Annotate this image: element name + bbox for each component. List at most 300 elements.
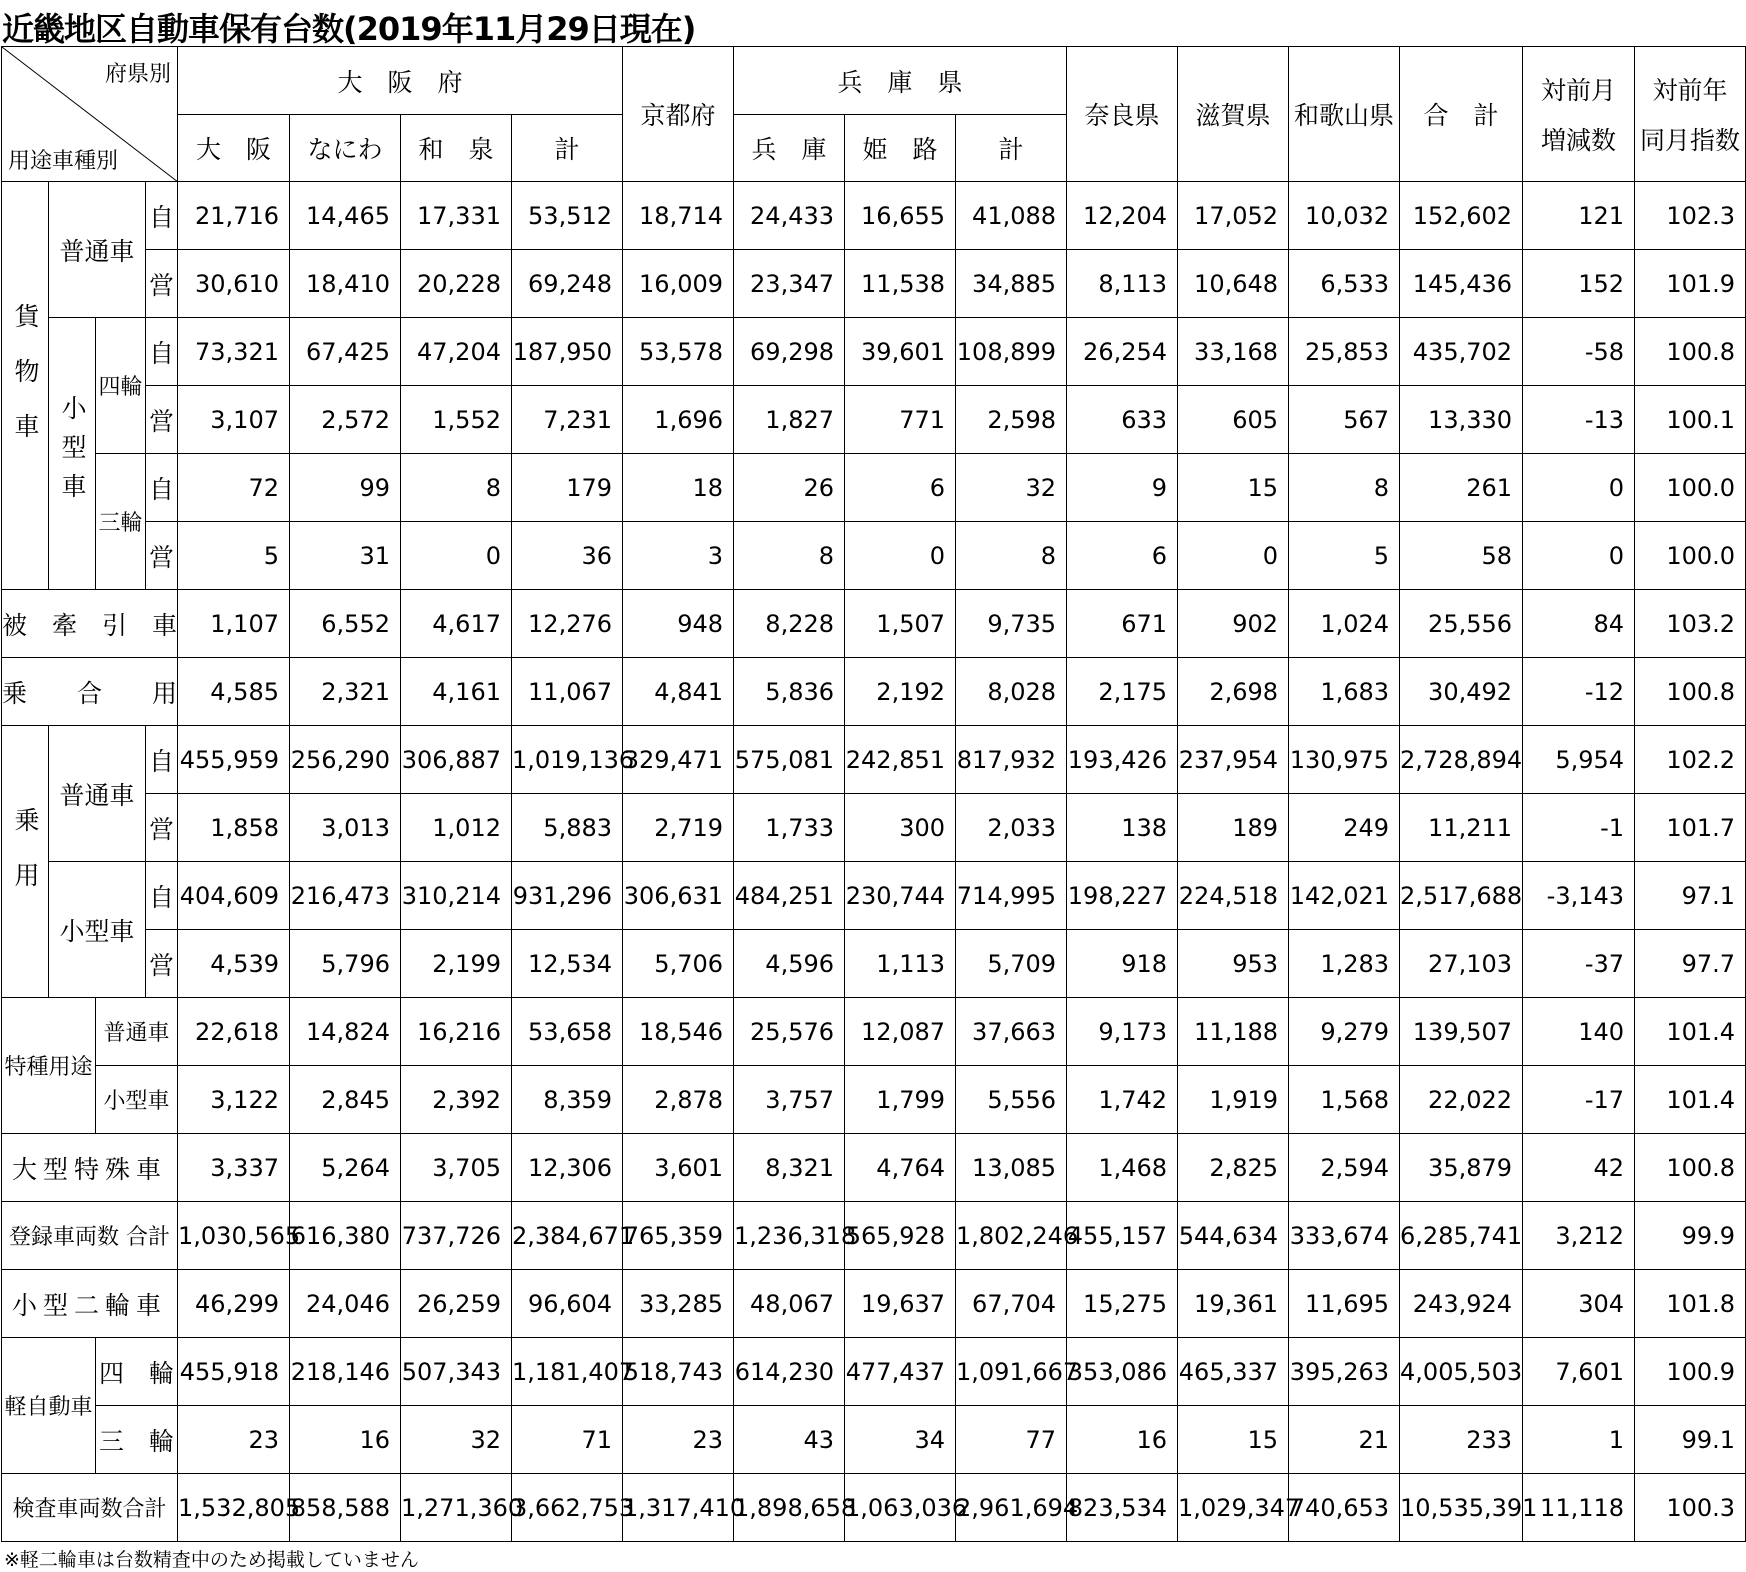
label-kei: 軽自動車: [2, 1338, 96, 1474]
table-row: [2, 182, 1746, 250]
cell-osaka: 5: [178, 522, 290, 590]
cell-izumi: 310,214: [401, 862, 512, 930]
cell-shiga: 224,518: [1178, 862, 1289, 930]
cell-prev-year-index: 97.7: [1635, 930, 1746, 998]
cell-naniwa: 858,588: [290, 1474, 401, 1542]
cell-nara: 353,086: [1067, 1338, 1178, 1406]
cell-prev-year-index: 103.2: [1635, 590, 1746, 658]
cell-hyogo-kei: 13,085: [956, 1134, 1067, 1202]
label-kogata: 小型車: [49, 318, 96, 590]
cell-himeji: 300: [845, 794, 956, 862]
cell-osaka: 1,532,805: [178, 1474, 290, 1542]
cell-nara: 671: [1067, 590, 1178, 658]
cell-osaka-kei: 179: [512, 454, 623, 522]
cell-hyogo-kei: 2,598: [956, 386, 1067, 454]
cell-prev-year-index: 102.3: [1635, 182, 1746, 250]
cell-total: 30,492: [1400, 658, 1523, 726]
cell-prev-year-index: 100.0: [1635, 454, 1746, 522]
cell-hyogo: 5,836: [734, 658, 845, 726]
cell-total: 10,535,391: [1400, 1474, 1523, 1542]
table-row: [2, 998, 1746, 1066]
cell-prev-month-diff: 42: [1523, 1134, 1635, 1202]
cell-osaka-kei: 187,950: [512, 318, 623, 386]
header-nara: 奈良県: [1067, 47, 1178, 182]
header-prev-month: [1523, 47, 1635, 182]
cell-prev-month-diff: 84: [1523, 590, 1635, 658]
cell-izumi: 47,204: [401, 318, 512, 386]
cell-total: 4,005,503: [1400, 1338, 1523, 1406]
page-title: 近畿地区自動車保有台数(2019年11月29日現在): [2, 10, 696, 48]
cell-shiga: 1,029,347: [1178, 1474, 1289, 1542]
cell-hyogo: 614,230: [734, 1338, 845, 1406]
cell-osaka: 455,918: [178, 1338, 290, 1406]
cell-izumi: 1,271,360: [401, 1474, 512, 1542]
cell-total: 243,924: [1400, 1270, 1523, 1338]
cell-prev-month-diff: 0: [1523, 454, 1635, 522]
cell-himeji: 1,507: [845, 590, 956, 658]
cell-total: 233: [1400, 1406, 1523, 1474]
label-yonrin: 四輪: [96, 318, 146, 454]
label-sanrin: 三輪: [96, 454, 146, 590]
cell-hyogo: 1,236,318: [734, 1202, 845, 1270]
cell-shiga: 953: [1178, 930, 1289, 998]
cell-osaka: 46,299: [178, 1270, 290, 1338]
cell-osaka-kei: 2,384,671: [512, 1202, 623, 1270]
cell-izumi: 26,259: [401, 1270, 512, 1338]
cell-himeji: 6: [845, 454, 956, 522]
corner-header-cell: [2, 47, 178, 182]
cell-himeji: 16,655: [845, 182, 956, 250]
cell-osaka-kei: 96,604: [512, 1270, 623, 1338]
header-osaka: 大 阪: [178, 115, 290, 182]
cell-total: 139,507: [1400, 998, 1523, 1066]
cell-total: 11,211: [1400, 794, 1523, 862]
cell-wakayama: 25,853: [1289, 318, 1400, 386]
table-row: [2, 1270, 1746, 1338]
label-ei: 営: [146, 386, 178, 454]
cell-total: 152,602: [1400, 182, 1523, 250]
cell-wakayama: 10,032: [1289, 182, 1400, 250]
cell-osaka-kei: 931,296: [512, 862, 623, 930]
table-row: [2, 318, 1746, 386]
cell-prev-year-index: 101.9: [1635, 250, 1746, 318]
cell-nara: 823,534: [1067, 1474, 1178, 1542]
cell-shiga: 10,648: [1178, 250, 1289, 318]
label-ei: 営: [146, 930, 178, 998]
cell-himeji: 565,928: [845, 1202, 956, 1270]
cell-izumi: 17,331: [401, 182, 512, 250]
cell-hyogo: 23,347: [734, 250, 845, 318]
cell-nara: 15,275: [1067, 1270, 1178, 1338]
cell-kyoto: 1,696: [623, 386, 734, 454]
cell-himeji: 477,437: [845, 1338, 956, 1406]
cell-total: 35,879: [1400, 1134, 1523, 1202]
cell-prev-year-index: 100.3: [1635, 1474, 1746, 1542]
cell-osaka-kei: 1,019,136: [512, 726, 623, 794]
cell-hyogo-kei: 5,709: [956, 930, 1067, 998]
cell-osaka: 72: [178, 454, 290, 522]
cell-izumi: 507,343: [401, 1338, 512, 1406]
cell-hyogo-kei: 77: [956, 1406, 1067, 1474]
cell-prev-year-index: 99.9: [1635, 1202, 1746, 1270]
cell-wakayama: 8: [1289, 454, 1400, 522]
cell-nara: 9,173: [1067, 998, 1178, 1066]
table-row: [2, 794, 1746, 862]
cell-total: 2,517,688: [1400, 862, 1523, 930]
cell-osaka: 23: [178, 1406, 290, 1474]
cell-osaka-kei: 8,359: [512, 1066, 623, 1134]
cell-total: 25,556: [1400, 590, 1523, 658]
table-row: [2, 1474, 1746, 1542]
header-prev-year-line1: 対前年: [1652, 76, 1728, 105]
cell-kyoto: 4,841: [623, 658, 734, 726]
cell-himeji: 4,764: [845, 1134, 956, 1202]
cell-himeji: 2,192: [845, 658, 956, 726]
label-kei-san: 三 輪: [96, 1406, 178, 1474]
cell-kyoto: 518,743: [623, 1338, 734, 1406]
cell-total: 22,022: [1400, 1066, 1523, 1134]
cell-osaka-kei: 11,067: [512, 658, 623, 726]
cell-hyogo: 484,251: [734, 862, 845, 930]
cell-wakayama: 333,674: [1289, 1202, 1400, 1270]
label-hiken: 被 牽 引 車: [2, 590, 178, 658]
cell-osaka: 4,585: [178, 658, 290, 726]
table-row: [2, 862, 1746, 930]
table-row: [2, 1202, 1746, 1270]
cell-prev-year-index: 100.8: [1635, 658, 1746, 726]
cell-kyoto: 329,471: [623, 726, 734, 794]
cell-hyogo: 3,757: [734, 1066, 845, 1134]
cell-naniwa: 2,845: [290, 1066, 401, 1134]
cell-himeji: 1,799: [845, 1066, 956, 1134]
corner-prefecture-label: 府県別: [104, 62, 171, 87]
cell-kyoto: 1,317,410: [623, 1474, 734, 1542]
cell-izumi: 2,199: [401, 930, 512, 998]
table-row: [2, 930, 1746, 998]
cell-hyogo-kei: 32: [956, 454, 1067, 522]
cell-hyogo-kei: 108,899: [956, 318, 1067, 386]
cell-nara: 6: [1067, 522, 1178, 590]
label-ji: 自: [146, 454, 178, 522]
cell-naniwa: 16: [290, 1406, 401, 1474]
cell-osaka: 21,716: [178, 182, 290, 250]
cell-shiga: 1,919: [1178, 1066, 1289, 1134]
cell-hyogo-kei: 817,932: [956, 726, 1067, 794]
cell-izumi: 8: [401, 454, 512, 522]
cell-shiga: 33,168: [1178, 318, 1289, 386]
cell-osaka: 1,858: [178, 794, 290, 862]
cell-hyogo-kei: 34,885: [956, 250, 1067, 318]
cell-kyoto: 2,878: [623, 1066, 734, 1134]
cell-kyoto: 23: [623, 1406, 734, 1474]
cell-izumi: 737,726: [401, 1202, 512, 1270]
cell-osaka: 1,107: [178, 590, 290, 658]
category-joyo: 乗用: [2, 726, 49, 998]
cell-osaka: 455,959: [178, 726, 290, 794]
cell-prev-month-diff: 7,601: [1523, 1338, 1635, 1406]
cell-izumi: 1,552: [401, 386, 512, 454]
table-row: [2, 250, 1746, 318]
cell-naniwa: 5,796: [290, 930, 401, 998]
cell-himeji: 11,538: [845, 250, 956, 318]
cell-osaka-kei: 12,306: [512, 1134, 623, 1202]
cell-nara: 2,175: [1067, 658, 1178, 726]
cell-prev-year-index: 101.7: [1635, 794, 1746, 862]
cell-kyoto: 3: [623, 522, 734, 590]
cell-himeji: 34: [845, 1406, 956, 1474]
table-row: [2, 1406, 1746, 1474]
label-kogata2: 小型車: [49, 862, 146, 998]
cell-osaka: 30,610: [178, 250, 290, 318]
cell-hyogo: 69,298: [734, 318, 845, 386]
cell-prev-year-index: 99.1: [1635, 1406, 1746, 1474]
cell-osaka: 3,337: [178, 1134, 290, 1202]
cell-osaka-kei: 53,512: [512, 182, 623, 250]
category-kamotsu: 貨物車: [2, 182, 49, 590]
cell-izumi: 20,228: [401, 250, 512, 318]
cell-osaka-kei: 36: [512, 522, 623, 590]
cell-prev-year-index: 101.4: [1635, 1066, 1746, 1134]
label-toroku: 登録車両数 合計: [2, 1202, 178, 1270]
label-ji: 自: [146, 862, 178, 930]
cell-himeji: 1,113: [845, 930, 956, 998]
cell-nara: 918: [1067, 930, 1178, 998]
header-total: 合 計: [1400, 47, 1523, 182]
cell-naniwa: 218,146: [290, 1338, 401, 1406]
cell-prev-month-diff: 140: [1523, 998, 1635, 1066]
header-prev-month-line1: 対前月: [1541, 76, 1617, 105]
label-futsu2: 普通車: [49, 726, 146, 862]
cell-kyoto: 3,601: [623, 1134, 734, 1202]
cell-hyogo: 1,733: [734, 794, 845, 862]
cell-izumi: 306,887: [401, 726, 512, 794]
label-noriai: 乗 合 用: [2, 658, 178, 726]
cell-prev-year-index: 97.1: [1635, 862, 1746, 930]
label-tokushu: 特種用途: [2, 998, 96, 1134]
label-tok-kogata: 小型車: [96, 1066, 178, 1134]
vehicle-count-table: [1, 46, 1746, 1542]
footnote: ※軽二輪車は台数精査中のため掲載していません: [4, 1549, 419, 1571]
table-row: [2, 522, 1746, 590]
cell-izumi: 4,161: [401, 658, 512, 726]
cell-shiga: 15: [1178, 454, 1289, 522]
cell-nara: 16: [1067, 1406, 1178, 1474]
cell-naniwa: 31: [290, 522, 401, 590]
label-nirin: 小型二輪車: [2, 1270, 178, 1338]
label-kensa: 検査車両数合計: [2, 1474, 178, 1542]
cell-osaka-kei: 12,534: [512, 930, 623, 998]
cell-hyogo-kei: 8,028: [956, 658, 1067, 726]
cell-kyoto: 33,285: [623, 1270, 734, 1338]
label-ogata: 大型特殊車: [2, 1134, 178, 1202]
cell-nara: 138: [1067, 794, 1178, 862]
cell-wakayama: 249: [1289, 794, 1400, 862]
cell-nara: 12,204: [1067, 182, 1178, 250]
cell-naniwa: 6,552: [290, 590, 401, 658]
header-prev-month-line2: 増減数: [1541, 126, 1617, 155]
cell-prev-month-diff: 0: [1523, 522, 1635, 590]
cell-wakayama: 142,021: [1289, 862, 1400, 930]
cell-prev-month-diff: -17: [1523, 1066, 1635, 1134]
cell-prev-month-diff: 11,118: [1523, 1474, 1635, 1542]
cell-prev-year-index: 101.8: [1635, 1270, 1746, 1338]
cell-naniwa: 99: [290, 454, 401, 522]
cell-wakayama: 5: [1289, 522, 1400, 590]
header-shiga: 滋賀県: [1178, 47, 1289, 182]
cell-osaka: 3,107: [178, 386, 290, 454]
cell-hyogo: 1,898,658: [734, 1474, 845, 1542]
cell-shiga: 2,698: [1178, 658, 1289, 726]
cell-hyogo-kei: 9,735: [956, 590, 1067, 658]
cell-osaka-kei: 69,248: [512, 250, 623, 318]
cell-izumi: 3,705: [401, 1134, 512, 1202]
cell-hyogo: 8,228: [734, 590, 845, 658]
cell-shiga: 11,188: [1178, 998, 1289, 1066]
cell-nara: 633: [1067, 386, 1178, 454]
cell-nara: 193,426: [1067, 726, 1178, 794]
cell-naniwa: 616,380: [290, 1202, 401, 1270]
table-row: [2, 1134, 1746, 1202]
label-ei: 営: [146, 794, 178, 862]
table-row: [2, 454, 1746, 522]
header-naniwa: なにわ: [290, 115, 401, 182]
cell-izumi: 32: [401, 1406, 512, 1474]
cell-osaka-kei: 1,181,407: [512, 1338, 623, 1406]
label-ji: 自: [146, 318, 178, 386]
cell-shiga: 17,052: [1178, 182, 1289, 250]
cell-nara: 1,742: [1067, 1066, 1178, 1134]
cell-wakayama: 1,568: [1289, 1066, 1400, 1134]
header-kyoto: 京都府: [623, 47, 734, 182]
cell-kyoto: 53,578: [623, 318, 734, 386]
cell-himeji: 242,851: [845, 726, 956, 794]
cell-shiga: 19,361: [1178, 1270, 1289, 1338]
cell-wakayama: 395,263: [1289, 1338, 1400, 1406]
cell-naniwa: 67,425: [290, 318, 401, 386]
cell-wakayama: 21: [1289, 1406, 1400, 1474]
cell-hyogo-kei: 1,802,246: [956, 1202, 1067, 1270]
cell-himeji: 12,087: [845, 998, 956, 1066]
corner-type-label: 用途車種別: [8, 149, 119, 174]
header-prev-year: [1635, 47, 1746, 182]
cell-hyogo: 575,081: [734, 726, 845, 794]
cell-total: 435,702: [1400, 318, 1523, 386]
cell-izumi: 0: [401, 522, 512, 590]
cell-wakayama: 1,024: [1289, 590, 1400, 658]
cell-kyoto: 948: [623, 590, 734, 658]
cell-prev-month-diff: -58: [1523, 318, 1635, 386]
cell-wakayama: 567: [1289, 386, 1400, 454]
cell-kyoto: 765,359: [623, 1202, 734, 1270]
cell-shiga: 902: [1178, 590, 1289, 658]
cell-prev-year-index: 102.2: [1635, 726, 1746, 794]
cell-osaka-kei: 5,883: [512, 794, 623, 862]
cell-hyogo-kei: 5,556: [956, 1066, 1067, 1134]
cell-prev-month-diff: -12: [1523, 658, 1635, 726]
cell-hyogo-kei: 37,663: [956, 998, 1067, 1066]
cell-shiga: 237,954: [1178, 726, 1289, 794]
cell-wakayama: 1,283: [1289, 930, 1400, 998]
cell-kyoto: 18,714: [623, 182, 734, 250]
cell-osaka-kei: 12,276: [512, 590, 623, 658]
cell-hyogo: 26: [734, 454, 845, 522]
cell-nara: 455,157: [1067, 1202, 1178, 1270]
cell-shiga: 465,337: [1178, 1338, 1289, 1406]
table-row: [2, 1066, 1746, 1134]
cell-nara: 9: [1067, 454, 1178, 522]
cell-naniwa: 3,013: [290, 794, 401, 862]
cell-hyogo-kei: 2,033: [956, 794, 1067, 862]
cell-shiga: 0: [1178, 522, 1289, 590]
cell-wakayama: 9,279: [1289, 998, 1400, 1066]
cell-prev-month-diff: -13: [1523, 386, 1635, 454]
cell-total: 145,436: [1400, 250, 1523, 318]
cell-izumi: 16,216: [401, 998, 512, 1066]
cell-total: 261: [1400, 454, 1523, 522]
header-wakayama: 和歌山県: [1289, 47, 1400, 182]
cell-prev-month-diff: -3,143: [1523, 862, 1635, 930]
cell-hyogo: 25,576: [734, 998, 845, 1066]
cell-nara: 26,254: [1067, 318, 1178, 386]
cell-total: 13,330: [1400, 386, 1523, 454]
table-row: [2, 658, 1746, 726]
cell-osaka-kei: 71: [512, 1406, 623, 1474]
table-row: [2, 726, 1746, 794]
cell-wakayama: 740,653: [1289, 1474, 1400, 1542]
cell-hyogo: 43: [734, 1406, 845, 1474]
cell-prev-month-diff: 5,954: [1523, 726, 1635, 794]
cell-kyoto: 18: [623, 454, 734, 522]
header-prev-year-line2: 同月指数: [1640, 126, 1741, 155]
cell-nara: 1,468: [1067, 1134, 1178, 1202]
cell-hyogo-kei: 714,995: [956, 862, 1067, 930]
cell-hyogo-kei: 67,704: [956, 1270, 1067, 1338]
cell-himeji: 230,744: [845, 862, 956, 930]
cell-prev-month-diff: 152: [1523, 250, 1635, 318]
cell-prev-month-diff: -37: [1523, 930, 1635, 998]
cell-himeji: 39,601: [845, 318, 956, 386]
cell-prev-year-index: 100.9: [1635, 1338, 1746, 1406]
cell-prev-year-index: 100.8: [1635, 1134, 1746, 1202]
cell-prev-year-index: 101.4: [1635, 998, 1746, 1066]
cell-naniwa: 2,321: [290, 658, 401, 726]
cell-himeji: 0: [845, 522, 956, 590]
label-ji: 自: [146, 182, 178, 250]
header-hyogo-ken: 兵 庫 県: [734, 47, 1067, 115]
header-osaka-fu: 大 阪 府: [178, 47, 623, 115]
cell-prev-month-diff: -1: [1523, 794, 1635, 862]
cell-osaka-kei: 3,662,753: [512, 1474, 623, 1542]
label-tok-futsu: 普通車: [96, 998, 178, 1066]
cell-hyogo: 1,827: [734, 386, 845, 454]
table-row: [2, 386, 1746, 454]
header-hyogo: 兵 庫: [734, 115, 845, 182]
cell-himeji: 19,637: [845, 1270, 956, 1338]
cell-wakayama: 1,683: [1289, 658, 1400, 726]
cell-nara: 8,113: [1067, 250, 1178, 318]
cell-shiga: 2,825: [1178, 1134, 1289, 1202]
cell-wakayama: 6,533: [1289, 250, 1400, 318]
cell-hyogo-kei: 8: [956, 522, 1067, 590]
cell-izumi: 4,617: [401, 590, 512, 658]
cell-kyoto: 5,706: [623, 930, 734, 998]
cell-naniwa: 5,264: [290, 1134, 401, 1202]
cell-wakayama: 11,695: [1289, 1270, 1400, 1338]
cell-osaka-kei: 53,658: [512, 998, 623, 1066]
cell-hyogo: 8: [734, 522, 845, 590]
cell-hyogo: 48,067: [734, 1270, 845, 1338]
cell-hyogo-kei: 2,961,694: [956, 1474, 1067, 1542]
